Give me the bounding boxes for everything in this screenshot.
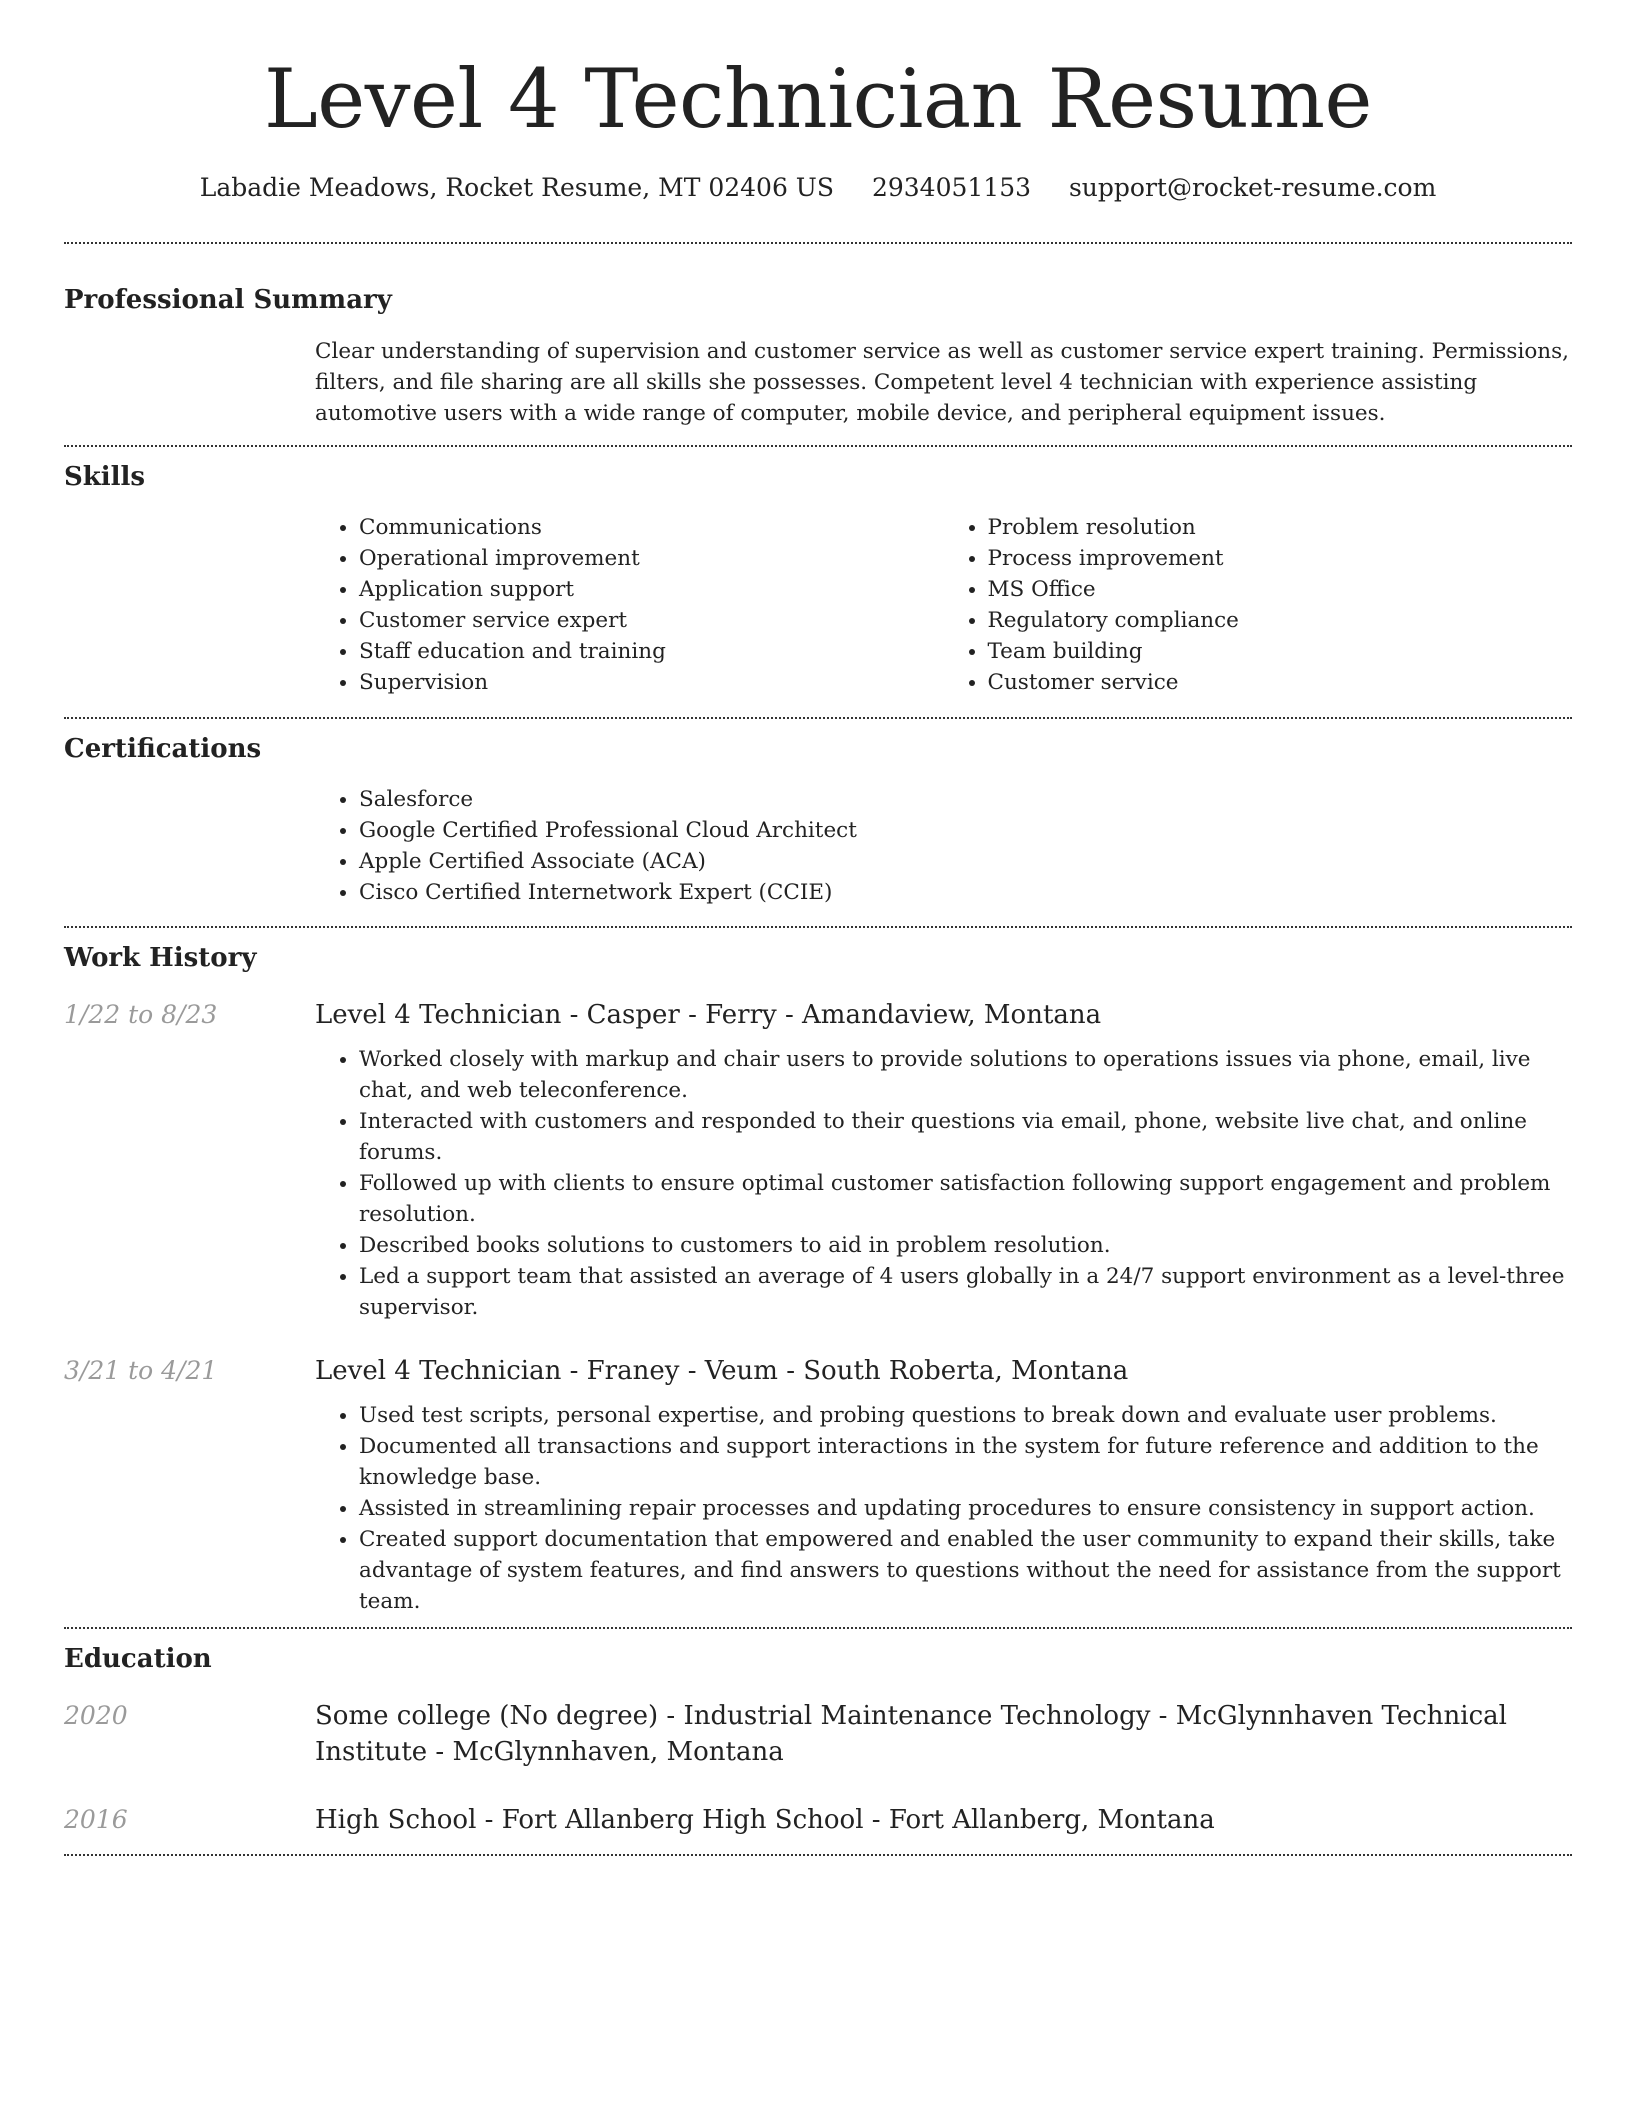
job-entry	[64, 997, 1572, 1323]
skill-item: • Customer service	[988, 667, 1573, 698]
skill-item: • MS Office	[988, 574, 1573, 605]
skill-item: • Application support	[359, 574, 944, 605]
education-school: - Fort Allanberg High School - Fort Allanberg, Montana	[476, 1805, 1215, 1835]
summary-text: Clear understanding of supervision and customer service as well as customer service expert training. Permissions, filters, and file sharing are all skills she possesses. Competent level 4 technician with experience assisting automotive users with a wide range of computer, mobile device, and peripheral equipment issues.	[315, 339, 1569, 426]
education-title	[315, 1698, 1572, 1770]
divider	[64, 242, 1572, 244]
education-entry	[64, 1802, 1572, 1838]
certification-item: • Cisco Certified Internetwork Expert (CCIE)	[359, 877, 1572, 908]
job-title	[315, 997, 1572, 1033]
skill-item: • Operational improvement	[359, 543, 944, 574]
job-entry	[64, 1353, 1572, 1617]
education-section	[64, 1641, 1572, 1838]
divider	[64, 445, 1572, 447]
job-employer: - Franey - Veum - South Roberta, Montana	[561, 1356, 1129, 1386]
skills-list-right	[944, 512, 1573, 698]
job-bullet: • Described books solutions to customers to aid in problem resolution.	[359, 1230, 1572, 1261]
job-bullet: • Followed up with clients to ensure optimal customer satisfaction following support engagement and problem resolution.	[359, 1168, 1572, 1230]
education-year: 2016	[64, 1805, 128, 1834]
skill-item: • Process improvement	[988, 543, 1573, 574]
divider	[64, 926, 1572, 928]
job-bullet: • Led a support team that assisted an average of 4 users globally in a 24/7 support environment as a level-three supervisor.	[359, 1261, 1572, 1323]
summary-section	[64, 282, 1572, 429]
job-dates: 3/21 to 4/21	[64, 1356, 218, 1385]
job-bullet: • Used test scripts, personal expertise, and probing questions to break down and evaluate user problems.	[359, 1400, 1572, 1431]
education-school: - McGlynnhaven Technical Institute - McGlynnhaven, Montana	[315, 1701, 1507, 1767]
skill-item: • Regulatory compliance	[988, 605, 1573, 636]
education-degree: High School	[315, 1805, 477, 1835]
certifications-heading: Certifications	[64, 734, 262, 764]
skill-item: • Supervision	[359, 667, 944, 698]
education-entry	[64, 1698, 1572, 1770]
skill-item: • Team building	[988, 636, 1573, 667]
skills-list-left	[315, 512, 944, 698]
skills-heading: Skills	[64, 462, 146, 492]
education-title	[315, 1802, 1572, 1838]
summary-heading: Professional Summary	[64, 285, 392, 315]
jobs-list	[64, 997, 1572, 1617]
divider	[64, 1627, 1572, 1629]
work-section	[64, 940, 1572, 1617]
divider	[64, 717, 1572, 719]
contact-phone: 2934051153	[871, 173, 1032, 202]
certifications-section	[64, 731, 1572, 908]
job-role: Level 4 Technician	[315, 1356, 562, 1386]
job-bullet: • Interacted with customers and responded to their questions via email, phone, website live chat, and online forums.	[359, 1106, 1572, 1168]
skill-item: • Staff education and training	[359, 636, 944, 667]
skill-item: • Communications	[359, 512, 944, 543]
skills-section	[64, 459, 1572, 698]
education-year: 2020	[64, 1701, 128, 1730]
job-bullet: • Assisted in streamlining repair processes and updating procedures to ensure consistency in support action.	[359, 1493, 1572, 1524]
certification-item: • Google Certified Professional Cloud Architect	[359, 815, 1572, 846]
certifications-list	[315, 784, 1572, 908]
job-bullet: • Worked closely with markup and chair users to provide solutions to operations issues via phone, email, live chat, and web teleconference.	[359, 1044, 1572, 1106]
resume-title: Level 4 Technician Resume	[263, 53, 1372, 147]
contact-address: Labadie Meadows, Rocket Resume, MT 02406 US	[199, 173, 834, 202]
job-dates: 1/22 to 8/23	[64, 1000, 218, 1029]
contact-line	[64, 170, 1572, 206]
contact-email: support@rocket-resume.com	[1068, 173, 1437, 202]
resume-page	[64, 0, 1572, 1856]
job-bullet: • Documented all transactions and support interactions in the system for future reference and addition to the knowledge base.	[359, 1431, 1572, 1493]
certification-item: • Apple Certified Associate (ACA)	[359, 846, 1572, 877]
education-heading: Education	[64, 1644, 212, 1674]
education-list	[64, 1698, 1572, 1838]
job-title	[315, 1353, 1572, 1389]
education-degree: Some college (No degree) - Industrial Maintenance Technology	[315, 1701, 1151, 1731]
job-bullets	[315, 1400, 1572, 1617]
work-heading: Work History	[64, 943, 257, 973]
divider	[64, 1854, 1572, 1856]
skill-item: • Customer service expert	[359, 605, 944, 636]
job-employer: - Casper - Ferry - Amandaview, Montana	[561, 1000, 1102, 1030]
job-bullets	[315, 1044, 1572, 1323]
job-role: Level 4 Technician	[315, 1000, 562, 1030]
skill-item: • Problem resolution	[988, 512, 1573, 543]
job-bullet: • Created support documentation that empowered and enabled the user community to expand their skills, take advantage of system features, and find answers to questions without the need for assistance from the support team.	[359, 1524, 1572, 1617]
certification-item: • Salesforce	[359, 784, 1572, 815]
